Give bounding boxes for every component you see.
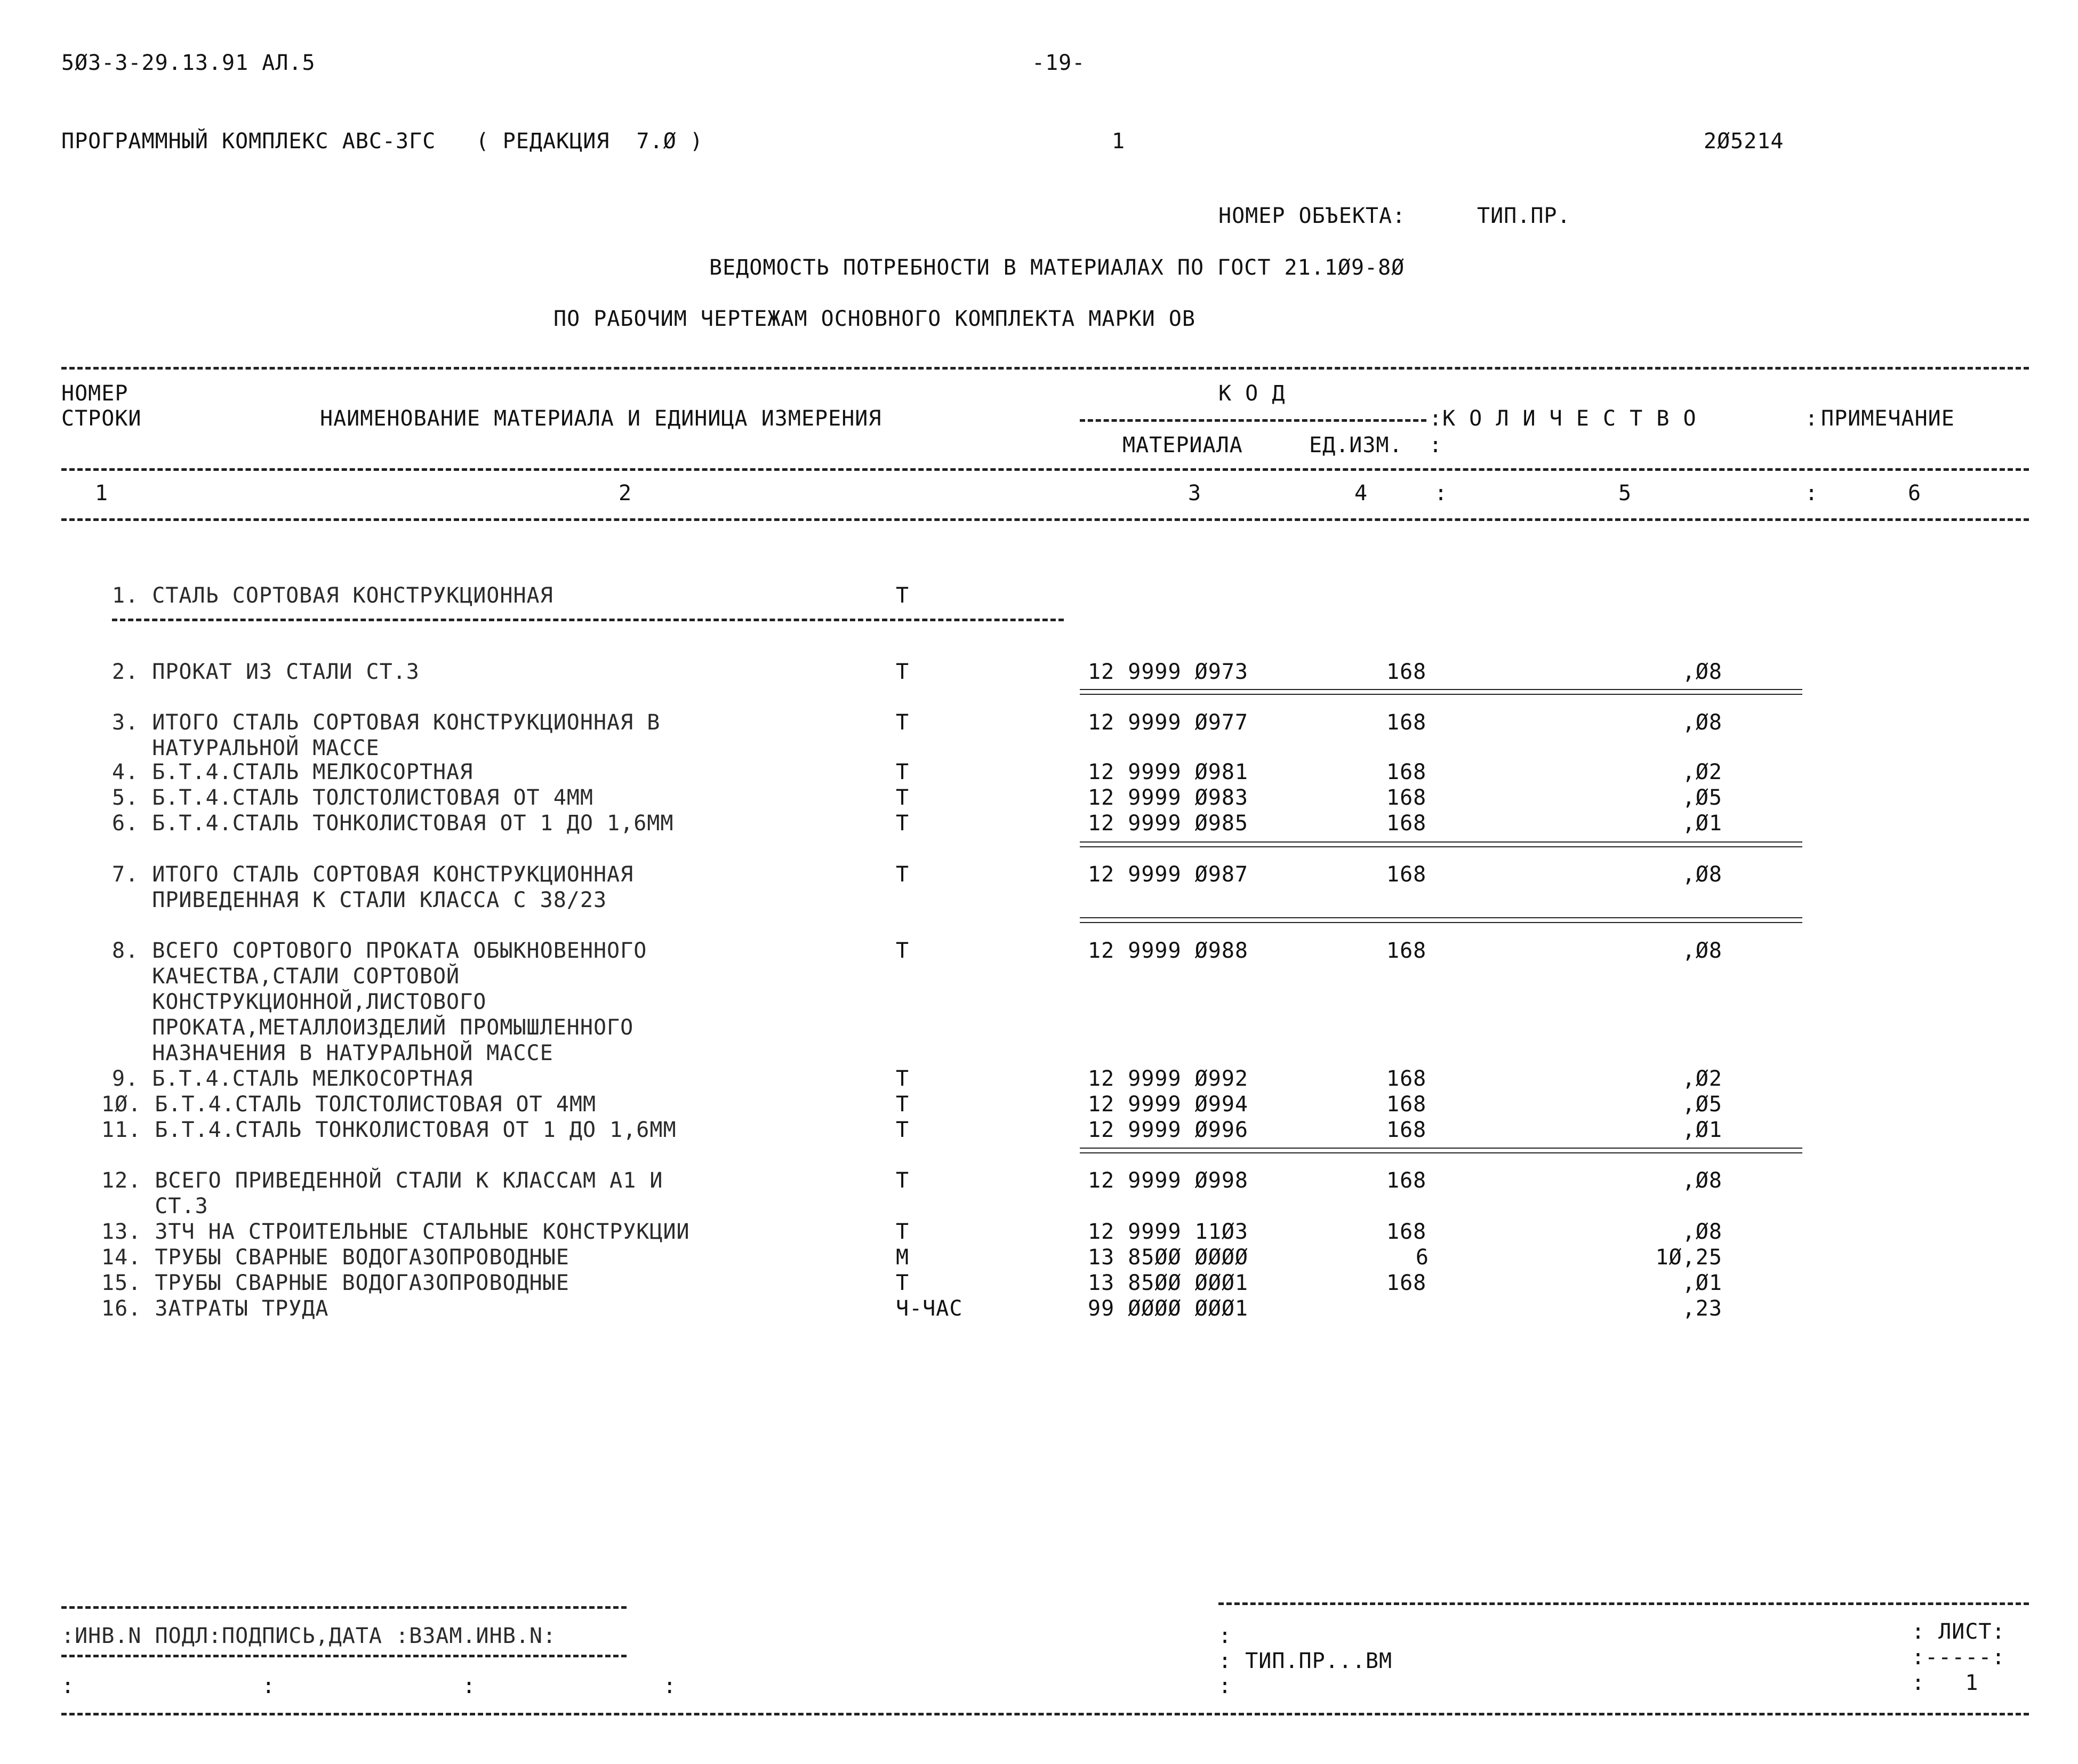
col-name: НАИМЕНОВАНИЕ МАТЕРИАЛА И ЕДИНИЦА ИЗМЕРЕНИЯ <box>320 406 882 431</box>
row-14-name: 14. ТРУБЫ СВАРНЫЕ ВОДОГАЗОПРОВОДНЫЕ <box>101 1245 569 1270</box>
row-8-name-line3: КОНСТРУКЦИОННОЙ,ЛИСТОВОГО <box>112 990 487 1014</box>
approval-cells: : : : : <box>61 1674 677 1698</box>
page-number: -19- <box>1032 51 1086 75</box>
col-num-6: 6 <box>1908 481 1922 506</box>
row-4-code: 12 9999 Ø981 <box>1088 760 1248 784</box>
row-7-ed: 168 <box>1386 862 1427 887</box>
subtotal-rule-1 <box>1080 689 1802 695</box>
row-8-name-line2: КАЧЕСТВА,СТАЛИ СОРТОВОЙ <box>112 964 460 989</box>
row-7-qty: ,Ø8 <box>1682 862 1722 887</box>
row-1-name: 1. СТАЛЬ СОРТОВАЯ КОНСТРУКЦИОННАЯ <box>112 583 553 608</box>
row-11-ed: 168 <box>1386 1118 1427 1142</box>
code-split-rule <box>1080 419 1426 422</box>
doc-code: 5Ø3-3-29.13.91 АЛ.5 <box>61 51 316 75</box>
col-sep: : <box>1429 433 1443 458</box>
row-7-name-line2: ПРИВЕДЕННАЯ К СТАЛИ КЛАССА С 38/23 <box>112 888 607 912</box>
row-8-unit: Т <box>896 939 910 963</box>
row-16-code: 99 ØØØØ ØØØ1 <box>1088 1296 1248 1321</box>
row-10-qty: ,Ø5 <box>1682 1092 1722 1117</box>
col-code: К О Д <box>1218 381 1286 406</box>
row-10-unit: Т <box>896 1092 910 1117</box>
object-value: ТИП.ПР. <box>1477 204 1571 228</box>
row-6-ed: 168 <box>1386 811 1427 836</box>
row-5-qty: ,Ø5 <box>1682 785 1722 810</box>
row-9-name: 9. Б.Т.4.СТАЛЬ МЕЛКОСОРТНАЯ <box>112 1067 474 1091</box>
row-14-ed: 6 <box>1415 1245 1429 1270</box>
row-11-unit: Т <box>896 1118 910 1142</box>
row-13-name: 13. ЗТЧ НА СТРОИТЕЛЬНЫЕ СТАЛЬНЫЕ КОНСТРУКЦИИ <box>101 1220 690 1244</box>
row-3-qty: ,Ø8 <box>1682 710 1722 735</box>
header-bottom-rule <box>61 518 2029 521</box>
row-4-ed: 168 <box>1386 760 1427 784</box>
document-title: ВЕДОМОСТЬ ПОТРЕБНОСТИ В МАТЕРИАЛАХ ПО ГОСТ 21.1Ø9-8Ø <box>709 255 1405 280</box>
row-3-name-line1: 3. ИТОГО СТАЛЬ СОРТОВАЯ КОНСТРУКЦИОННАЯ В <box>112 710 661 735</box>
row-4-qty: ,Ø2 <box>1682 760 1722 784</box>
approval-header: :ИНВ.N ПОДЛ:ПОДПИСЬ,ДАТА :ВЗАМ.ИНВ.N: <box>61 1624 557 1648</box>
job-number: 2Ø5214 <box>1704 129 1784 154</box>
row-6-unit: Т <box>896 811 910 836</box>
row-1-unit: Т <box>896 583 910 608</box>
row-1-underline <box>112 619 1064 621</box>
row-12-name-line1: 12. ВСЕГО ПРИВЕДЕННОЙ СТАЛИ К КЛАССАМ А1 И <box>101 1168 663 1193</box>
approval-mid-rule <box>61 1655 627 1657</box>
row-13-unit: Т <box>896 1220 910 1244</box>
row-2-ed: 168 <box>1386 660 1427 684</box>
row-6-code: 12 9999 Ø985 <box>1088 811 1248 836</box>
row-3-name-line2: НАТУРАЛЬНОЙ МАССЕ <box>112 736 380 760</box>
row-15-code: 13 85ØØ ØØØ1 <box>1088 1271 1248 1295</box>
row-9-qty: ,Ø2 <box>1682 1067 1722 1091</box>
col-sep: : <box>1805 406 1819 431</box>
row-10-ed: 168 <box>1386 1092 1427 1117</box>
row-8-ed: 168 <box>1386 939 1427 963</box>
row-8-name-line5: НАЗНАЧЕНИЯ В НАТУРАЛЬНОЙ МАССЕ <box>112 1041 553 1065</box>
row-12-ed: 168 <box>1386 1168 1427 1193</box>
col-num-4: 4 <box>1354 481 1368 506</box>
col-row-no-line1: НОМЕР <box>61 381 129 406</box>
row-15-name: 15. ТРУБЫ СВАРНЫЕ ВОДОГАЗОПРОВОДНЫЕ <box>101 1271 569 1295</box>
sheet-label: : ЛИСТ: <box>1912 1619 2005 1644</box>
row-6-qty: ,Ø1 <box>1682 811 1722 836</box>
row-8-qty: ,Ø8 <box>1682 939 1722 963</box>
row-4-unit: Т <box>896 760 910 784</box>
row-16-name: 16. ЗАТРАТЫ ТРУДА <box>101 1296 329 1321</box>
row-7-unit: Т <box>896 862 910 887</box>
subtotal-rule-4 <box>1080 1148 1802 1153</box>
row-14-code: 13 85ØØ ØØØØ <box>1088 1245 1248 1270</box>
row-14-qty: 1Ø,25 <box>1655 1245 1722 1270</box>
row-3-unit: Т <box>896 710 910 735</box>
row-3-code: 12 9999 Ø977 <box>1088 710 1248 735</box>
header-top-rule <box>61 367 2029 370</box>
col-num-3: 3 <box>1188 481 1202 506</box>
stamp-top-rule <box>1218 1602 2029 1605</box>
row-12-code: 12 9999 Ø998 <box>1088 1168 1248 1193</box>
row-16-qty: ,23 <box>1682 1296 1722 1321</box>
row-15-unit: Т <box>896 1271 910 1295</box>
row-2-code: 12 9999 Ø973 <box>1088 660 1248 684</box>
run-number: 1 <box>1112 129 1126 154</box>
col-quantity: К О Л И Ч Е С Т В О <box>1442 406 1697 431</box>
row-16-unit: Ч-ЧАС <box>896 1296 963 1321</box>
col-code-unit: ЕД.ИЗМ. <box>1309 433 1403 458</box>
col-num-2: 2 <box>619 481 632 506</box>
row-12-name-line2: СТ.3 <box>101 1194 208 1218</box>
col-note: ПРИМЕЧАНИЕ <box>1821 406 1955 431</box>
row-11-code: 12 9999 Ø996 <box>1088 1118 1248 1142</box>
row-13-qty: ,Ø8 <box>1682 1220 1722 1244</box>
col-row-no-line2: СТРОКИ <box>61 406 142 431</box>
col-num-1: 1 <box>95 481 109 506</box>
row-13-ed: 168 <box>1386 1220 1427 1244</box>
subtotal-rule-2 <box>1080 841 1802 847</box>
object-label: НОМЕР ОБЪЕКТА: <box>1218 204 1406 228</box>
row-11-name: 11. Б.Т.4.СТАЛЬ ТОНКОЛИСТОВАЯ ОТ 1 ДО 1,6ММ <box>101 1118 677 1142</box>
row-8-name-line1: 8. ВСЕГО СОРТОВОГО ПРОКАТА ОБЫКНОВЕННОГО <box>112 939 647 963</box>
row-12-unit: Т <box>896 1168 910 1193</box>
sheet-separator: :-----: <box>1912 1645 2005 1670</box>
row-7-name-line1: 7. ИТОГО СТАЛЬ СОРТОВАЯ КОНСТРУКЦИОННАЯ <box>112 862 634 887</box>
stamp-value: : ТИП.ПР...ВМ <box>1218 1649 1393 1673</box>
stamp-colon: : <box>1218 1624 1232 1648</box>
row-2-unit: Т <box>896 660 910 684</box>
col-num-5: 5 <box>1618 481 1632 506</box>
col-sep: : <box>1805 481 1819 506</box>
stamp-colon: : <box>1218 1674 1232 1698</box>
row-9-ed: 168 <box>1386 1067 1427 1091</box>
document-subtitle: ПО РАБОЧИМ ЧЕРТЕЖАМ ОСНОВНОГО КОМПЛЕКТА МАРКИ ОВ <box>553 307 1196 331</box>
approval-top-rule <box>61 1606 627 1609</box>
row-6-name: 6. Б.Т.4.СТАЛЬ ТОНКОЛИСТОВАЯ ОТ 1 ДО 1,6ММ <box>112 811 674 836</box>
header-mid-rule <box>61 468 2029 471</box>
row-10-name: 1Ø. Б.Т.4.СТАЛЬ ТОЛСТОЛИСТОВАЯ ОТ 4ММ <box>101 1092 597 1117</box>
row-5-ed: 168 <box>1386 785 1427 810</box>
row-15-ed: 168 <box>1386 1271 1427 1295</box>
col-sep: : <box>1429 406 1443 431</box>
row-5-name: 5. Б.Т.4.СТАЛЬ ТОЛСТОЛИСТОВАЯ ОТ 4ММ <box>112 785 593 810</box>
row-12-qty: ,Ø8 <box>1682 1168 1722 1193</box>
sheet-number: : 1 <box>1912 1671 1979 1695</box>
software-label: ПРОГРАММНЫЙ КОМПЛЕКС АВС-ЗГС ( РЕДАКЦИЯ 7.Ø ) <box>61 129 703 154</box>
row-4-name: 4. Б.Т.4.СТАЛЬ МЕЛКОСОРТНАЯ <box>112 760 474 784</box>
row-13-code: 12 9999 11Ø3 <box>1088 1220 1248 1244</box>
row-8-code: 12 9999 Ø988 <box>1088 939 1248 963</box>
col-code-material: МАТЕРИАЛА <box>1122 433 1243 458</box>
row-2-name: 2. ПРОКАТ ИЗ СТАЛИ СТ.3 <box>112 660 420 684</box>
footer-bottom-rule <box>61 1713 2029 1715</box>
row-8-name-line4: ПРОКАТА,МЕТАЛЛОИЗДЕЛИЙ ПРОМЫШЛЕННОГО <box>112 1015 634 1040</box>
row-9-code: 12 9999 Ø992 <box>1088 1067 1248 1091</box>
row-11-qty: ,Ø1 <box>1682 1118 1722 1142</box>
col-sep: : <box>1434 481 1448 506</box>
row-10-code: 12 9999 Ø994 <box>1088 1092 1248 1117</box>
row-5-code: 12 9999 Ø983 <box>1088 785 1248 810</box>
row-2-qty: ,Ø8 <box>1682 660 1722 684</box>
subtotal-rule-3 <box>1080 917 1802 923</box>
row-7-code: 12 9999 Ø987 <box>1088 862 1248 887</box>
row-3-ed: 168 <box>1386 710 1427 735</box>
row-9-unit: Т <box>896 1067 910 1091</box>
row-14-unit: М <box>896 1245 910 1270</box>
row-15-qty: ,Ø1 <box>1682 1271 1722 1295</box>
row-5-unit: Т <box>896 785 910 810</box>
